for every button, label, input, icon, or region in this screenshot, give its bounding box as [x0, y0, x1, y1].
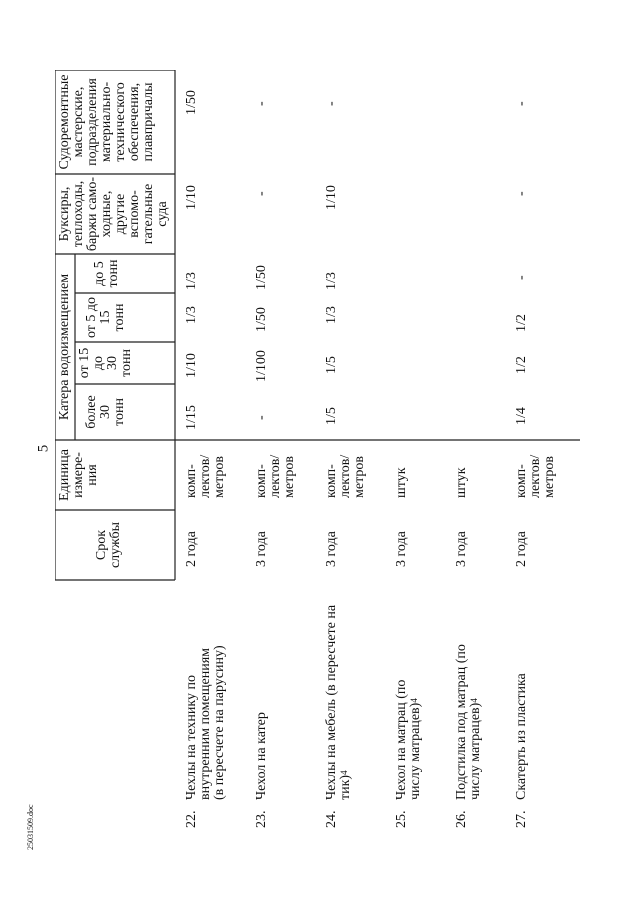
- row-unit: комп- лектов/ метров: [514, 454, 557, 498]
- header-shipyards: Судоремонтные мастерские, подразделения материально- технического обеспечения, плавпричалы: [57, 74, 156, 170]
- row-value: -: [514, 191, 529, 196]
- row-value: 1/100: [254, 350, 269, 382]
- row-value: 1/5: [324, 407, 339, 425]
- row-value: 1/3: [324, 272, 339, 290]
- row-value: 1/10: [324, 185, 339, 210]
- row-service: 2 года: [184, 531, 199, 567]
- row-name: Подстилка под матрац (по числу матрацев)$^4$: [454, 644, 483, 800]
- rotated-table: [55, 70, 580, 850]
- row-value: 1/10: [184, 185, 199, 210]
- row-value: 1/50: [184, 90, 199, 115]
- row-number: 27.: [514, 810, 529, 828]
- row-value: -: [514, 275, 529, 280]
- row-service: 3 года: [254, 531, 269, 567]
- row-value: 1/15: [184, 405, 199, 430]
- row-value: 1/50: [254, 265, 269, 290]
- row-value: 1/5: [324, 356, 339, 374]
- row-value: 1/3: [184, 306, 199, 324]
- row-value: -: [514, 101, 529, 106]
- row-value: 1/2: [514, 356, 529, 374]
- row-name: Чехол на катер: [254, 712, 269, 800]
- row-name: Скатерть из пластика: [514, 673, 529, 800]
- row-name: Чехлы на мебель (в пересчете на тик)$^4$: [324, 604, 353, 800]
- header-unit: Единица измере- ния: [57, 449, 100, 501]
- row-unit: комп- лектов/ метров: [184, 454, 227, 498]
- row-value: 1/50: [254, 307, 269, 332]
- row-unit: штук: [394, 467, 409, 498]
- page-number: 5: [35, 444, 52, 453]
- footer-filename: 25031509.doc: [26, 804, 35, 850]
- row-number: 25.: [394, 810, 409, 828]
- row-service: 3 года: [454, 531, 469, 567]
- row-number: 22.: [184, 810, 199, 828]
- row-name: Чехол на матрац (по числу матрацев)$^4$: [394, 679, 423, 800]
- row-value: -: [254, 191, 269, 196]
- row-value: 1/3: [324, 306, 339, 324]
- header-service: Срок службы: [94, 521, 123, 569]
- row-number: 23.: [254, 810, 269, 828]
- row-value: 1/2: [514, 314, 529, 332]
- row-service: 3 года: [324, 531, 339, 567]
- header-boats-group: Катера водоизмещением: [57, 273, 72, 421]
- row-unit: штук: [454, 467, 469, 498]
- row-service: 3 года: [394, 531, 409, 567]
- row-value: 1/3: [184, 272, 199, 290]
- row-value: 1/10: [184, 353, 199, 378]
- header-boats-under-5: до 5 тонн: [92, 259, 121, 288]
- row-number: 26.: [454, 810, 469, 828]
- row-name: Чехлы на технику по внутренним помещениям (в пересчете на парусину): [184, 645, 227, 800]
- header-boats-over-30: более 30 тонн: [84, 395, 127, 429]
- header-boats-15-30: от 15 до 30 тонн: [77, 347, 134, 379]
- row-value: 1/4: [514, 407, 529, 425]
- row-value: -: [254, 415, 269, 420]
- header-tugs: Буксиры, теплоходы, баржи само- ходные, другие вспомо- гательные суда: [57, 176, 170, 252]
- row-value: -: [254, 101, 269, 106]
- header-boats-5-15: от 5 до 15 тонн: [84, 296, 127, 339]
- row-unit: комп- лектов/ метров: [254, 454, 297, 498]
- row-service: 2 года: [514, 531, 529, 567]
- row-unit: комп- лектов/ метров: [324, 454, 367, 498]
- row-number: 24.: [324, 810, 339, 828]
- row-value: -: [324, 101, 339, 106]
